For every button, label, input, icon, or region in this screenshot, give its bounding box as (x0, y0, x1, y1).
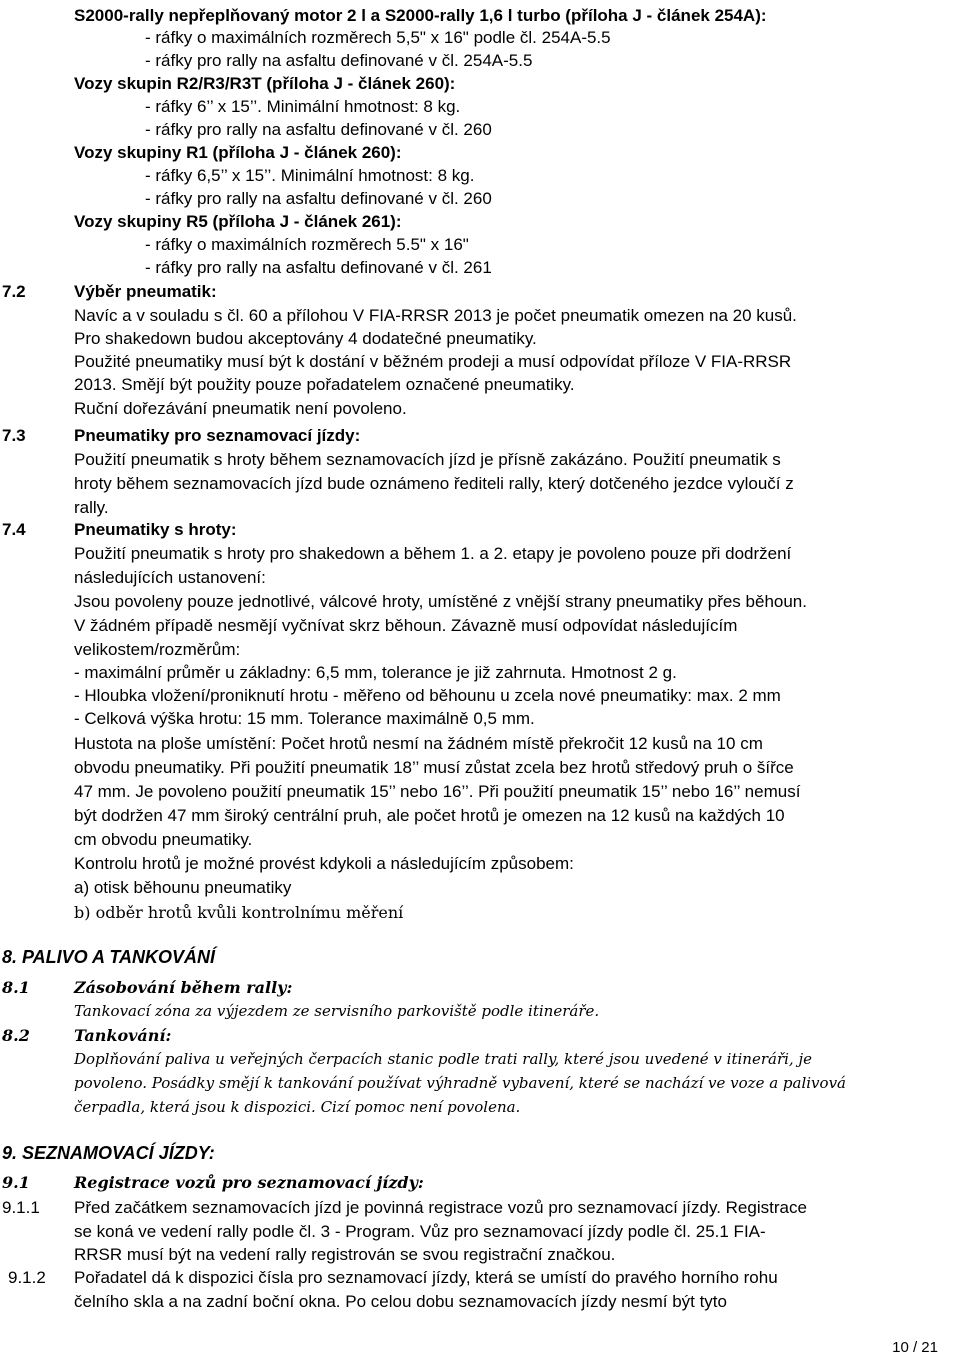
paragraph-line: Navíc a v souladu s čl. 60 a přílohou V FIA-RRSR 2013 je počet pneumatik omezen na 20 kusů. (74, 306, 797, 325)
paragraph-line: rally. (74, 498, 109, 517)
paragraph-line: 2013. Smějí být použity pouze pořadatelem označené pneumatiky. (74, 375, 575, 394)
chapter-heading: 9. SEZNAMOVACÍ JÍZDY: (2, 1143, 215, 1163)
section-number: 8.1 (2, 978, 30, 997)
paragraph-line: Použití pneumatik s hroty během seznamovacích jízd je přísně zakázáno. Použití pneumatik s (74, 450, 781, 469)
paragraph-line: Pro shakedown budou akceptovány 4 dodatečné pneumatiky. (74, 329, 537, 348)
page-number: 10 / 21 (892, 1339, 938, 1356)
paragraph-line: cm obvodu pneumatiky. (74, 830, 253, 849)
r1-line: - ráfky pro rally na asfaltu definované v čl. 260 (145, 189, 492, 208)
paragraph-line: čelního skla a na zadní boční okna. Po celou dobu seznamovacích jízdy nesmí být tyto (74, 1292, 727, 1311)
paragraph-line: Hustota na ploše umístění: Počet hrotů nesmí na žádném místě překročit 12 kusů na 10 cm (74, 734, 763, 753)
section-number: 8.2 (2, 1026, 30, 1045)
s2000-line: - ráfky pro rally na asfaltu definované v čl. 254A-5.5 (145, 51, 533, 70)
r1-heading: Vozy skupiny R1 (příloha J - článek 260): (74, 143, 402, 162)
section-number: 9.1 (2, 1173, 30, 1192)
paragraph-line: Tankovací zóna za výjezdem ze servisního parkoviště podle itineráře. (74, 1002, 600, 1020)
section-number: 7.4 (2, 520, 26, 539)
paragraph-line: - maximální průměr u základny: 6,5 mm, tolerance je již zahrnuta. Hmotnost 2 g. (74, 663, 677, 682)
paragraph-line: Použité pneumatiky musí být k dostání v běžném prodeji a musí odpovídat příloze V FIA-RRSR (74, 352, 792, 371)
paragraph-line: Jsou povoleny pouze jednotlivé, válcové hroty, umístěné z vnější strany pneumatiky přes běhoun. (74, 592, 807, 611)
section-heading: Pneumatiky s hroty: (74, 520, 237, 539)
section-heading: Pneumatiky pro seznamovací jízdy: (74, 426, 361, 445)
section-number: 7.3 (2, 426, 26, 445)
paragraph-line: Doplňování paliva u veřejných čerpacích stanic podle trati rally, které jsou uvedené v itineráři, je (74, 1050, 812, 1068)
paragraph-line: 47 mm. Je povoleno použití pneumatik 15’’ nebo 16’’. Při použití pneumatik 15’’ nebo 16’’ nemusí (74, 782, 801, 801)
paragraph-line: Ruční dořezávání pneumatik není povoleno. (74, 399, 407, 418)
paragraph-line: - Hloubka vložení/proniknutí hrotu - měřeno od běhounu u zcela nové pneumatiky: max. 2 mm (74, 686, 781, 705)
paragraph-line: Použití pneumatik s hroty pro shakedown a během 1. a 2. etapy je povoleno pouze při dodržení (74, 544, 792, 563)
r5-line: - ráfky pro rally na asfaltu definované v čl. 261 (145, 258, 492, 277)
paragraph-line: hroty během seznamovacích jízd bude oznámeno řediteli rally, který dotčeného jezdce vyloučí z (74, 474, 794, 493)
r5-heading: Vozy skupiny R5 (příloha J - článek 261): (74, 212, 402, 231)
r1-line: - ráfky 6,5’’ x 15’’. Minimální hmotnost: 8 kg. (145, 166, 475, 185)
r5-line: - ráfky o maximálních rozměrech 5.5" x 16" (145, 235, 469, 254)
paragraph-line: obvodu pneumatiky. Při použití pneumatik 18’’ musí zůstat zcela bez hrotů středový pruh o šířce (74, 758, 794, 777)
s2000-heading: S2000-rally nepřeplňovaný motor 2 l a S2000-rally 1,6 l turbo (příloha J - článek 254A): (74, 6, 767, 25)
s2000-line: - ráfky o maximálních rozměrech 5,5" x 16" podle čl. 254A-5.5 (145, 28, 611, 47)
paragraph-line: následujících ustanovení: (74, 568, 266, 587)
paragraph-line: RRSR musí být na vedení rally registrován se svou registrační značkou. (74, 1245, 616, 1264)
paragraph-line: Kontrolu hrotů je možné provést kdykoli a následujícím způsobem: (74, 854, 574, 873)
r2r3-line: - ráfky 6’’ x 15’’. Minimální hmotnost: 8 kg. (145, 97, 461, 116)
section-heading: Registrace vozů pro seznamovací jízdy: (74, 1173, 424, 1192)
paragraph-line: b) odběr hrotů kvůli kontrolnímu měření (74, 903, 404, 922)
r2r3-line: - ráfky pro rally na asfaltu definované v čl. 260 (145, 120, 492, 139)
paragraph-line: se koná ve vedení rally podle čl. 3 - Program. Vůz pro seznamovací jízdy podle čl. 25.1 FIA- (74, 1222, 766, 1241)
paragraph-line: být dodržen 47 mm široký centrální pruh, ale počet hrotů je omezen na 12 kusů na každých 10 (74, 806, 785, 825)
paragraph-line: a) otisk běhounu pneumatiky (74, 878, 292, 897)
paragraph-line: V žádném případě nesmějí vyčnívat skrz běhoun. Závazně musí odpovídat následujícím (74, 616, 738, 635)
paragraph-line: čerpadla, která jsou k dispozici. Cizí pomoc není povolena. (74, 1098, 521, 1116)
chapter-heading: 8. PALIVO A TANKOVÁNÍ (2, 947, 216, 967)
section-number: 9.1.2 (8, 1268, 46, 1287)
paragraph-line: povoleno. Posádky smějí k tankování používat výhradně vybavení, které se nachází ve voze a palivová (74, 1074, 846, 1092)
section-heading: Výběr pneumatik: (74, 282, 217, 301)
section-heading: Zásobování během rally: (74, 978, 293, 997)
paragraph-line: Před začátkem seznamovacích jízd je povinná registrace vozů pro seznamovací jízdy. Registrace (74, 1198, 807, 1217)
paragraph-line: - Celková výška hrotu: 15 mm. Tolerance maximálně 0,5 mm. (74, 709, 535, 728)
r2r3-heading: Vozy skupin R2/R3/R3T (příloha J - článek 260): (74, 74, 456, 93)
section-number: 7.2 (2, 282, 26, 301)
paragraph-line: Pořadatel dá k dispozici čísla pro seznamovací jízdy, která se umístí do pravého horního rohu (74, 1268, 778, 1287)
section-heading: Tankování: (74, 1026, 172, 1045)
paragraph-line: velikostem/rozměrům: (74, 640, 241, 659)
section-number: 9.1.1 (2, 1198, 40, 1217)
